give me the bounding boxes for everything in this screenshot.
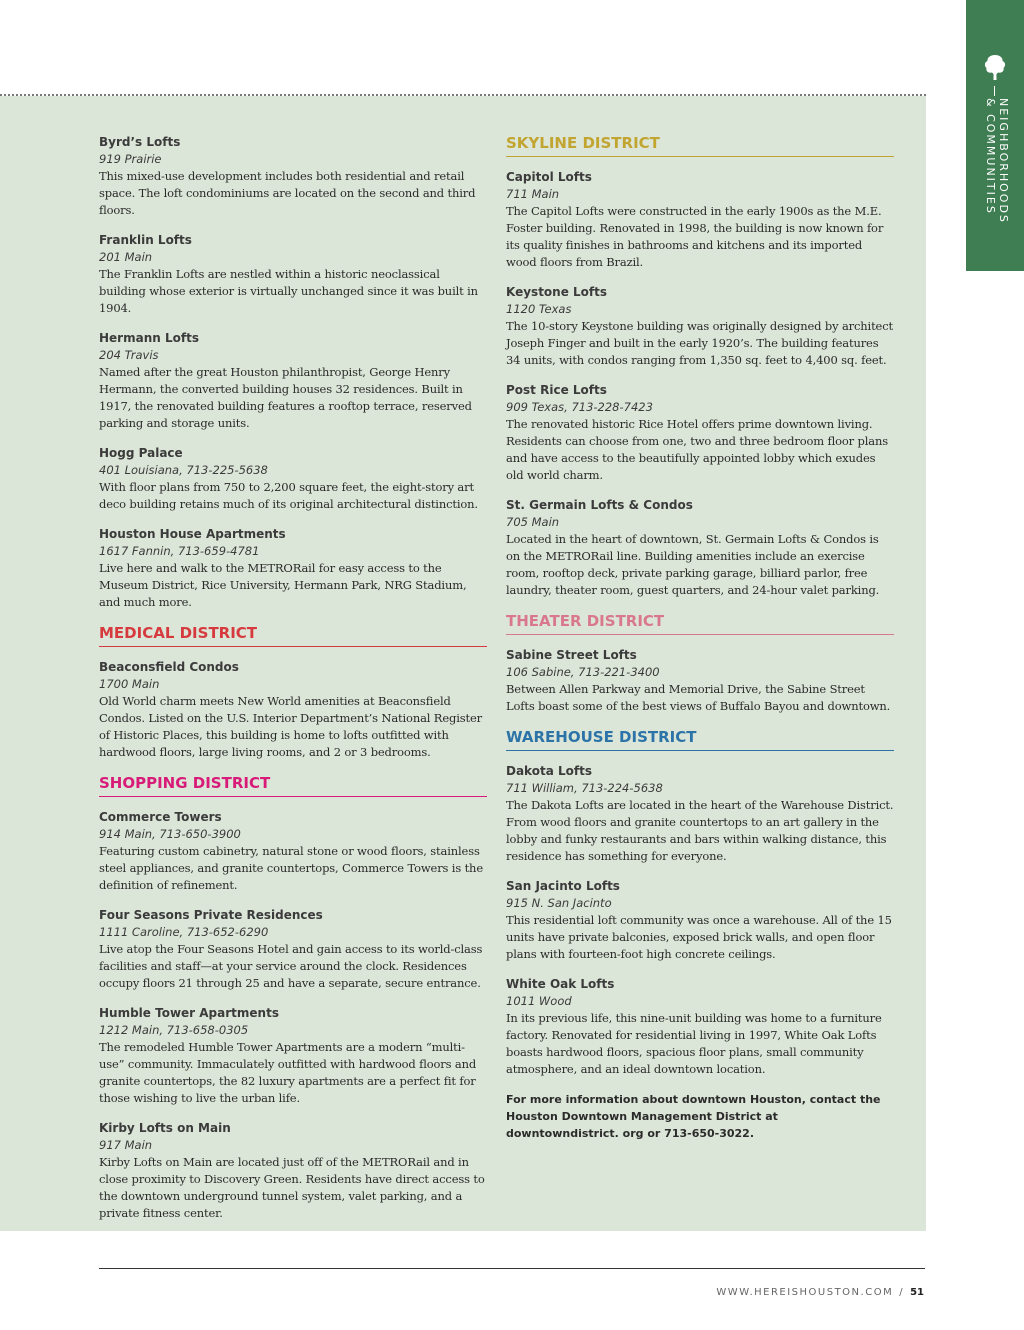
medical-district-listings: [99, 659, 487, 761]
shopping-district-heading: SHOPPING DISTRICT: [99, 774, 487, 797]
listing-address: 1617 Fannin, 713-659-4781: [99, 544, 260, 558]
listing-entry: [99, 907, 487, 992]
skyline-district-listings: [506, 169, 894, 599]
listing-entry: [99, 659, 487, 761]
listing-name: Sabine Street Lofts: [506, 648, 637, 662]
listing-address: 914 Main, 713-650-3900: [99, 827, 241, 841]
listing-description: Kirby Lofts on Main are located just off of the METRORail and in close proximity to Discovery Green. Residents have direct access to the downtown underground tunnel system, valet parking, and a private fitness center.: [99, 1155, 485, 1220]
listing-description: Live atop the Four Seasons Hotel and gain access to its world-class facilities and staff—at your service around the clock. Residences occupy floors 21 through 25 and have a separate, secure entrance.: [99, 942, 483, 990]
listing-entry: [506, 976, 894, 1078]
listing-entry: [506, 169, 894, 271]
listing-address: 915 N. San Jacinto: [506, 896, 612, 910]
theater-district-heading: THEATER DISTRICT: [506, 612, 894, 635]
listing-description: The remodeled Humble Tower Apartments are a modern “multi-use” community. Immaculately outfitted with hardwood floors and granite countertops, the 82 luxury apartments are a perfect fit for those wishing to live the urban life.: [99, 1040, 477, 1105]
listing-address: 909 Texas, 713-228-7423: [506, 400, 653, 414]
listing-entry: [506, 878, 894, 963]
listing-entry: [506, 763, 894, 865]
listing-entry: [99, 330, 487, 432]
footer-rule: [99, 1268, 925, 1269]
listing-name: Kirby Lofts on Main: [99, 1121, 231, 1135]
listing-address: 705 Main: [506, 515, 560, 529]
listing-description: This residential loft community was once a warehouse. All of the 15 units have private balconies, exposed brick walls, and open floor plans with fourteen-foot high concrete ceilings.: [506, 913, 892, 961]
listing-name: San Jacinto Lofts: [506, 879, 620, 893]
listing-address: 1011 Wood: [506, 994, 572, 1008]
listing-description: The renovated historic Rice Hotel offers prime downtown living. Residents can choose from one, two and three bedroom floor plans and have access to the beautifully appointed lobby which exudes old world charm.: [506, 417, 888, 482]
listing-name: Keystone Lofts: [506, 285, 608, 299]
listing-name: St. Germain Lofts & Condos: [506, 498, 693, 512]
theater-district-listings: [506, 647, 894, 715]
listing-description: This mixed-use development includes both residential and retail space. The loft condominiums are located on the second and third floors.: [99, 169, 476, 217]
listing-name: Franklin Lofts: [99, 233, 192, 247]
listing-entry: [506, 497, 894, 599]
listing-name: Byrd’s Lofts: [99, 135, 181, 149]
listing-entry: [506, 647, 894, 715]
downtown-listings: [99, 134, 487, 611]
skyline-district-heading: SKYLINE DISTRICT: [506, 134, 894, 157]
listing-address: 106 Sabine, 713-221-3400: [506, 665, 660, 679]
listing-description: With floor plans from 750 to 2,200 square feet, the eight-story art deco building retains much of its original architectural distinction.: [99, 480, 478, 511]
right-column: [506, 134, 894, 1142]
section-tab: [966, 0, 1024, 271]
warehouse-district-listings: [506, 763, 894, 1078]
page-number: 51: [910, 1287, 924, 1298]
listing-entry: [506, 382, 894, 484]
warehouse-district-heading: WAREHOUSE DISTRICT: [506, 728, 894, 751]
left-column: [99, 134, 487, 1235]
listing-name: Beaconsfield Condos: [99, 660, 239, 674]
listing-address: 401 Louisiana, 713-225-5638: [99, 463, 268, 477]
section-tab-line-2: & COMMUNITIES: [984, 98, 997, 215]
listing-address: 711 William, 713-224-5638: [506, 781, 663, 795]
tree-icon: [982, 53, 1008, 81]
listing-address: 1111 Caroline, 713-652-6290: [99, 925, 269, 939]
listing-address: 1212 Main, 713-658-0305: [99, 1023, 249, 1037]
listing-entry: [99, 1120, 487, 1222]
listing-name: Houston House Apartments: [99, 527, 286, 541]
listing-address: 1700 Main: [99, 677, 160, 691]
medical-district-heading: MEDICAL DISTRICT: [99, 624, 487, 647]
listing-entry: [99, 232, 487, 317]
listing-entry: [506, 284, 894, 369]
listing-address: 919 Prairie: [99, 152, 162, 166]
listing-name: Humble Tower Apartments: [99, 1006, 279, 1020]
listing-description: Live here and walk to the METRORail for easy access to the Museum District, Rice University, Hermann Park, NRG Stadium, and much more.: [99, 561, 467, 609]
listing-description: Between Allen Parkway and Memorial Drive, the Sabine Street Lofts boast some of the best views of Buffalo Bayou and downtown.: [506, 682, 891, 713]
listing-description: Old World charm meets New World amenities at Beaconsfield Condos. Listed on the U.S. Interior Department’s National Register of Historic Places, this building is home to lofts outfitted with hardwood floors, large living rooms, and 2 or 3 bedrooms.: [99, 694, 482, 759]
listing-name: Hermann Lofts: [99, 331, 199, 345]
listing-entry: [99, 809, 487, 894]
footer-separator: /: [899, 1287, 905, 1298]
listing-name: Four Seasons Private Residences: [99, 908, 323, 922]
listing-description: Featuring custom cabinetry, natural stone or wood floors, stainless steel appliances, and granite countertops, Commerce Towers is the definition of refinement.: [99, 844, 483, 892]
listing-entry: [99, 134, 487, 219]
listing-entry: [99, 1005, 487, 1107]
listing-address: 1120 Texas: [506, 302, 572, 316]
listing-entry: [99, 445, 487, 513]
listing-description: The Dakota Lofts are located in the heart of the Warehouse District. From wood floors and granite countertops to an art gallery in the lobby and funky restaurants and bars within walking distance, this residence has something for everyone.: [506, 798, 894, 863]
section-tab-line-1: NEIGHBORHOODS: [997, 98, 1010, 224]
listing-name: Post Rice Lofts: [506, 383, 607, 397]
contact-note: For more information about downtown Houston, contact the Houston Downtown Management District at downtowndistrict. org or 713-650-3022.: [506, 1093, 881, 1140]
listing-address: 711 Main: [506, 187, 560, 201]
listing-name: Capitol Lofts: [506, 170, 592, 184]
listing-description: The Franklin Lofts are nestled within a historic neoclassical building whose exterior is virtually unchanged since it was built in 1904.: [99, 267, 478, 315]
listing-entry: [99, 526, 487, 611]
tab-divider: [994, 86, 995, 96]
listing-name: Hogg Palace: [99, 446, 183, 460]
listing-description: The Capitol Lofts were constructed in the early 1900s as the M.E. Foster building. Renovated in 1998, the building is now known for its quality finishes in bathrooms and kitchens and its imported wood floors from Brazil.: [506, 204, 884, 269]
listing-name: Commerce Towers: [99, 810, 222, 824]
section-tab-label: [984, 98, 1010, 224]
shopping-district-listings: [99, 809, 487, 1222]
listing-address: 204 Travis: [99, 348, 159, 362]
footer: [716, 1287, 924, 1298]
listing-description: The 10-story Keystone building was originally designed by architect Joseph Finger and built in the early 1920’s. The building features 34 units, with condos ranging from 1,350 sq. feet to 4,400 sq. feet.: [506, 319, 893, 367]
listing-address: 201 Main: [99, 250, 153, 264]
footer-url[interactable]: WWW.HEREISHOUSTON.COM: [716, 1287, 894, 1298]
listing-description: In its previous life, this nine-unit building was home to a furniture factory. Renovated for residential living in 1997, White Oak Lofts boasts hardwood floors, spacious floor plans, small community atmosphere, and an ideal downtown location.: [506, 1011, 882, 1076]
listing-name: Dakota Lofts: [506, 764, 592, 778]
listing-description: Located in the heart of downtown, St. Germain Lofts & Condos is on the METRORail line. Building amenities include an exercise room, rooftop deck, private parking garage, billiard parlor, free laundry, theater room, guest quarters, and 24-hour valet parking.: [506, 532, 880, 597]
listing-address: 917 Main: [99, 1138, 153, 1152]
listing-name: White Oak Lofts: [506, 977, 615, 991]
listing-description: Named after the great Houston philanthropist, George Henry Hermann, the converted building houses 32 residences. Built in 1917, the renovated building features a rooftop terrace, reserved parking and storage units.: [99, 365, 472, 430]
